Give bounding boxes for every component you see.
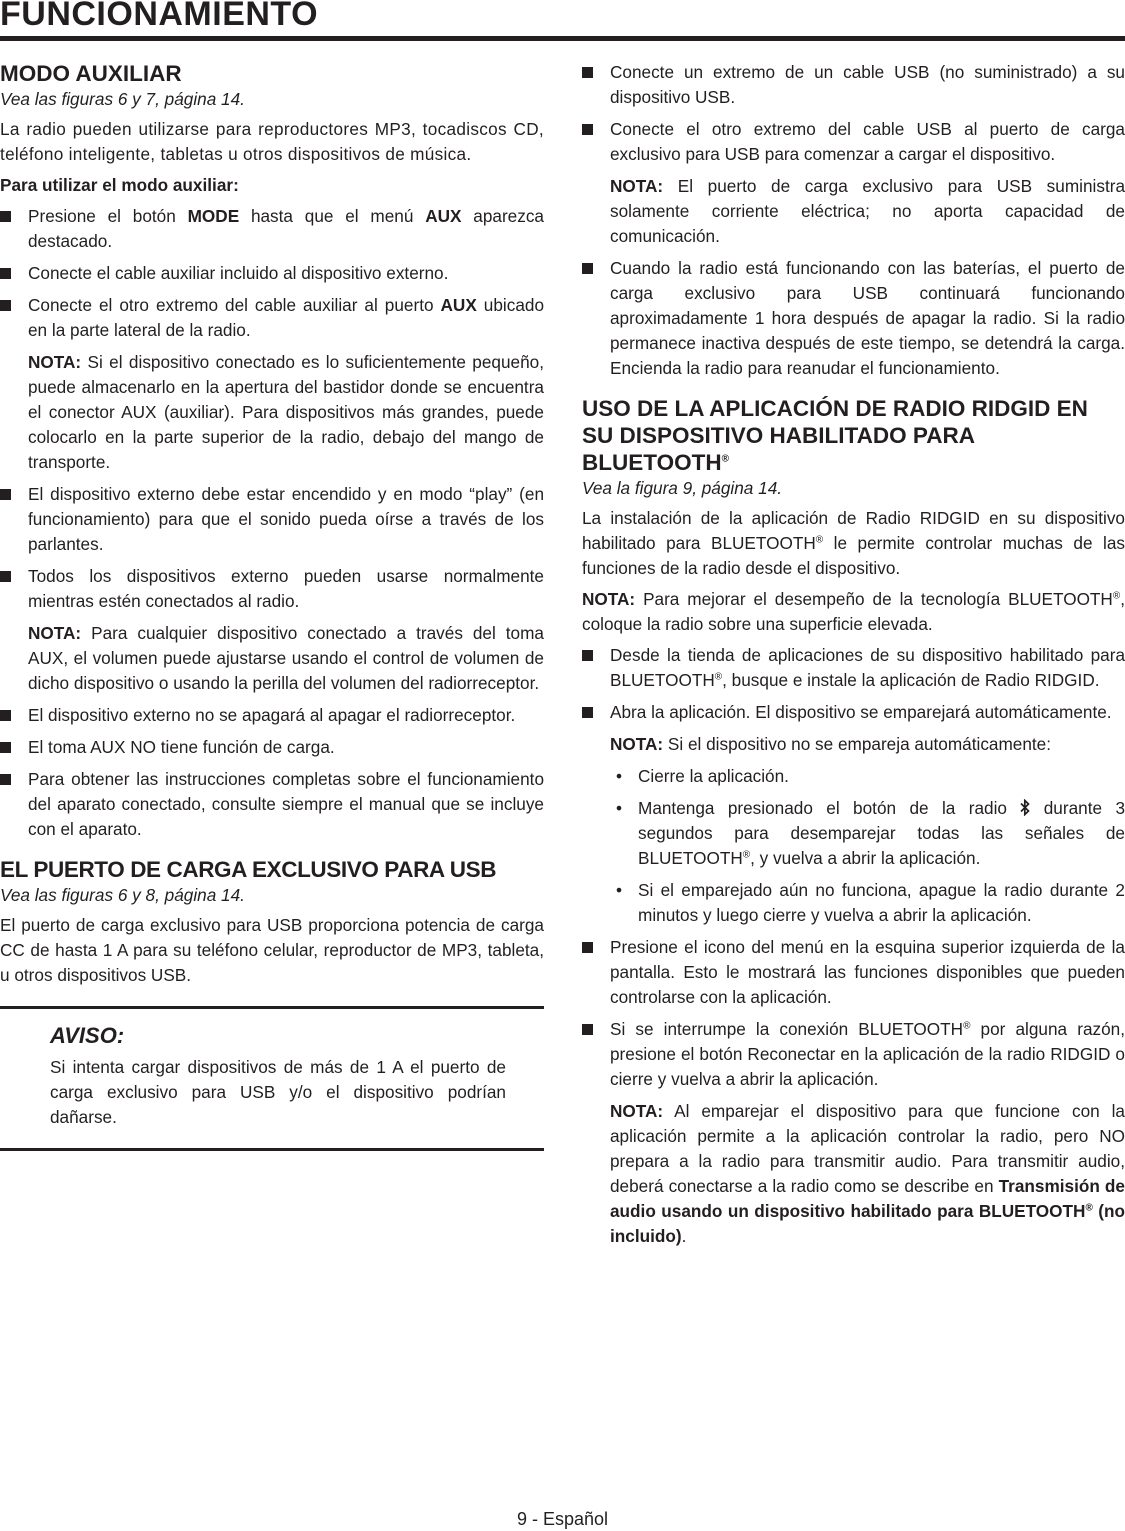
- list-item: El dispositivo externo debe estar encendido y en modo “play” (en funcionamiento) para que el sonido pueda oírse a través de los parlantes.: [0, 482, 544, 557]
- list-item: Cuando la radio está funcionando con las baterías, el puerto de carga exclusivo para USB continuará funcionando aproximadamente 1 hora después de apagar la radio. Si la radio permanece inactiva después de este tiempo, se detendrá la carga. Encienda la radio para reanudar el funcionamiento.: [582, 256, 1125, 381]
- list-item: Para obtener las instrucciones completas sobre el funcionamiento del aparato conectado, consulte siempre el manual que se incluye con el aparato.: [0, 767, 544, 842]
- list-item: Presione el icono del menú en la esquina superior izquierda de la pantalla. Esto le mostrará las funciones disponibles que pueden controlarse con la aplicación.: [582, 935, 1125, 1010]
- list-item: • Si el emparejado aún no funciona, apague la radio durante 2 minutos y luego cierre y vuelva a abrir la aplicación.: [610, 878, 1125, 928]
- aviso-box: [0, 1006, 544, 1151]
- pairing-steps-list: [582, 764, 1125, 928]
- usb-heading: EL PUERTO DE CARGA EXCLUSIVO PARA USB: [0, 857, 497, 882]
- app-figure-ref: Vea la figura 9, página 14.: [582, 478, 783, 498]
- aux-steps-list-3: [0, 703, 544, 842]
- app-steps-list: [582, 643, 1125, 725]
- title-rule: [0, 36, 1125, 41]
- list-item: Conecte el otro extremo del cable USB al puerto de carga exclusivo para USB para comenzar a cargar el dispositivo.: [582, 117, 1125, 167]
- aviso-text: Si intenta cargar dispositivos de más de 1 A el puerto de carga exclusivo para USB y/o el dispositivo podrían dañarse.: [50, 1057, 506, 1127]
- usb-steps-list: [582, 60, 1125, 167]
- list-item: Todos los dispositivos externo pueden usarse normalmente mientras estén conectados al radio.: [0, 564, 544, 614]
- list-item: • Cierre la aplicación.: [610, 764, 1125, 789]
- usb-note: NOTA: El puerto de carga exclusivo para USB suministra solamente corriente eléctrica; no aporta capacidad de comunicación.: [610, 176, 1125, 246]
- aux-intro: La radio pueden utilizarse para reproductores MP3, tocadiscos CD, teléfono inteligente, tabletas u otros dispositivos de música.: [0, 119, 544, 164]
- usb-steps-list-2: [582, 256, 1125, 381]
- list-item: Conecte un extremo de un cable USB (no suministrado) a su dispositivo USB.: [582, 60, 1125, 110]
- aux-heading: MODO AUXILIAR: [0, 61, 182, 86]
- bluetooth-icon: [1020, 799, 1030, 816]
- left-column: [0, 60, 544, 1151]
- aux-note-2: NOTA: Para cualquier dispositivo conectado a través del toma AUX, el volumen puede ajustarse usando el control de volumen de dicho dispositivo o usando la perilla del volumen del radiorreceptor.: [28, 623, 544, 693]
- list-item: El dispositivo externo no se apagará al apagar el radiorreceptor.: [0, 703, 544, 728]
- list-item: Conecte el cable auxiliar incluido al dispositivo externo.: [0, 261, 544, 286]
- page-footer: 9 - Español: [516, 1509, 609, 1529]
- list-item: • Mantenga presionado el botón de la radio durante 3 segundos para desemparejar todas las señales de BLUETOOTH®, y vuelva a abrir la aplicación.: [610, 796, 1125, 871]
- usb-figure-ref: Vea las figuras 6 y 8, página 14.: [0, 885, 245, 905]
- aux-steps-list-2: [0, 482, 544, 614]
- list-item: Desde la tienda de aplicaciones de su dispositivo habilitado para BLUETOOTH®, busque e instale la aplicación de Radio RIDGID.: [582, 643, 1125, 693]
- right-column: [582, 60, 1125, 1256]
- aux-steps-list: [0, 204, 544, 343]
- app-note: NOTA: Para mejorar el desempeño de la tecnología BLUETOOTH®, coloque la radio sobre una superficie elevada.: [582, 589, 1125, 634]
- list-item: Conecte el otro extremo del cable auxiliar al puerto AUX ubicado en la parte lateral de la radio.: [0, 293, 544, 343]
- app-steps-list-2: [582, 935, 1125, 1092]
- aviso-title: AVISO:: [50, 1023, 125, 1048]
- app-intro: La instalación de la aplicación de Radio RIDGID en su dispositivo habilitado para BLUETOOTH® le permite controlar muchas de las funciones de la radio desde el dispositivo.: [582, 508, 1125, 578]
- app-note-3: NOTA: Al emparejar el dispositivo para que funcione con la aplicación permite a la aplicación controlar la radio, pero NO prepara a la radio para transmitir audio. Para transmitir audio, deberá conectarse a la radio como se describe en Transmisión de audio usando un dispositivo habilitado para BLUETOOTH® (no incluido).: [610, 1101, 1125, 1246]
- app-note-2: NOTA: Si el dispositivo no se empareja automáticamente:: [610, 734, 1052, 754]
- app-heading: USO DE LA APLICACIÓN DE RADIO RIDGID EN SU DISPOSITIVO HABILITADO PARA BLUETOOTH®: [582, 396, 1088, 475]
- aux-subheading: Para utilizar el modo auxiliar:: [0, 175, 239, 195]
- list-item: El toma AUX NO tiene función de carga.: [0, 735, 544, 760]
- list-item: Si se interrumpe la conexión BLUETOOTH® por alguna razón, presione el botón Reconectar en la aplicación de la radio RIDGID o cierre y vuelva a abrir la aplicación.: [582, 1017, 1125, 1092]
- usb-intro: El puerto de carga exclusivo para USB proporciona potencia de carga CC de hasta 1 A para su teléfono celular, reproductor de MP3, tableta, u otros dispositivos USB.: [0, 915, 544, 985]
- aux-note-1: NOTA: Si el dispositivo conectado es lo suficientemente pequeño, puede almacenarlo en la apertura del bastidor donde se encuentra el conector AUX (auxiliar). Para dispositivos más grandes, puede colocarlo en la parte superior de la radio, debajo del mango de transporte.: [28, 352, 544, 472]
- aux-figure-ref: Vea las figuras 6 y 7, página 14.: [0, 89, 245, 109]
- list-item: Presione el botón MODE hasta que el menú AUX aparezca destacado.: [0, 204, 544, 254]
- list-item: Abra la aplicación. El dispositivo se emparejará automáticamente.: [582, 700, 1125, 725]
- page-title: FUNCIONAMIENTO: [0, 0, 319, 33]
